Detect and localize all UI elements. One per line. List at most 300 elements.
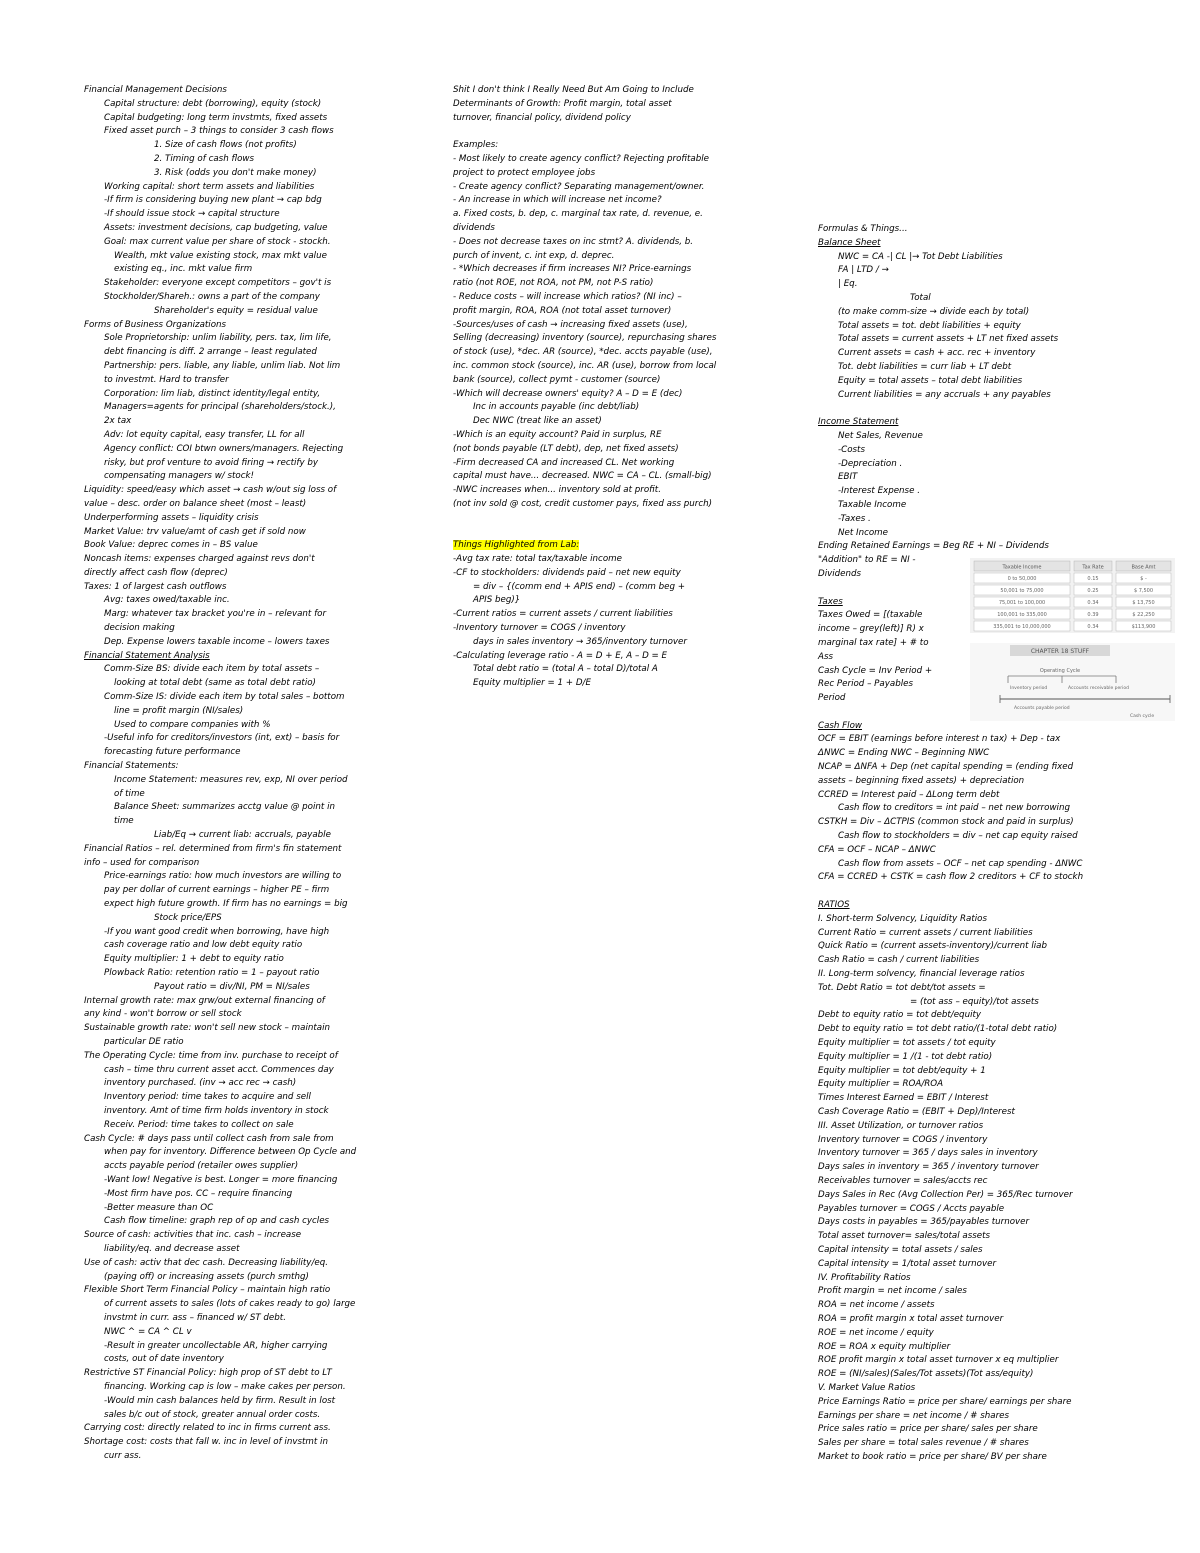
text-line xyxy=(453,581,748,595)
tax-table-cell: $ 22,250 xyxy=(1132,612,1155,618)
line-text: Taxes: 1 of largest cash outflows xyxy=(84,581,227,592)
line-text: Equity multiplier = 1 + D/E xyxy=(473,678,591,689)
line-text: Restrictive ST Financial Policy: high prop of ST debt to LT xyxy=(84,1368,332,1379)
line-text: days in sales inventory → 365/inventory turnover xyxy=(473,636,687,647)
text-line xyxy=(453,139,748,153)
line-text: Noncash items: expenses charged against revs don't xyxy=(84,554,315,565)
line-text: -Sources/uses of cash → increasing fixed assets (use), xyxy=(453,319,688,330)
text-line xyxy=(84,415,384,429)
text-line xyxy=(84,388,384,402)
line-text: Things Highlighted from Lab: xyxy=(453,540,580,551)
tax-table-header: Base Amt xyxy=(1131,564,1156,571)
text-line xyxy=(84,1174,384,1188)
text-line xyxy=(84,719,384,733)
line-text: any kind - won't borrow or sell stock xyxy=(84,1009,242,1020)
line-text: (not bonds payable (LT debt), dep, net fixed assets) xyxy=(453,443,679,454)
line-text: -Firm decreased CA and increased CL. Net working xyxy=(453,457,675,468)
text-line xyxy=(818,789,1118,803)
text-line xyxy=(453,636,748,650)
line-text: -Most firm have pos. CC – require financing xyxy=(104,1188,293,1199)
text-line xyxy=(84,291,384,305)
text-line xyxy=(84,1146,384,1160)
text-line xyxy=(84,898,384,912)
line-text: Total xyxy=(910,292,931,303)
text-line xyxy=(84,222,384,236)
text-line xyxy=(84,167,384,181)
line-text: Working capital: short term assets and liabilities xyxy=(104,181,315,192)
line-text: = div – {(comm end + APIS end) – (comm beg + xyxy=(473,581,686,592)
line-text: Cash Cycle = Inv Period + xyxy=(818,665,933,676)
line-text: assets – beginning fixed assets) + depreciation xyxy=(818,775,1025,786)
text-line xyxy=(84,1133,384,1147)
line-text: of current assets to sales (lots of cakes ready to go) large xyxy=(104,1299,356,1310)
line-text: Income Statement xyxy=(818,417,899,428)
text-line xyxy=(84,774,384,788)
text-line xyxy=(84,1312,384,1326)
text-line xyxy=(84,443,384,457)
tax-table-cell: 335,001 to 10,000,000 xyxy=(993,624,1051,630)
line-text: (not inv sold @ cost, credit customer pays, fixed ass purch) xyxy=(453,498,712,509)
line-text: marginal tax rate] + # to xyxy=(818,637,929,648)
text-line xyxy=(84,1257,384,1271)
text-line xyxy=(818,1147,1118,1161)
text-line xyxy=(84,967,384,981)
line-text: Inventory turnover = COGS / inventory xyxy=(818,1134,988,1145)
tax-table-cell: $ 13,750 xyxy=(1132,600,1155,606)
text-line xyxy=(84,539,384,553)
line-text: expect high future growth. If firm has no earnings = big xyxy=(104,899,348,910)
text-line xyxy=(818,1244,1118,1258)
text-line xyxy=(84,263,384,277)
line-text: -NWC increases when... inventory sold at profit. xyxy=(453,485,661,496)
line-text: Current assets = cash + acc. rec + inventory xyxy=(838,348,1036,359)
text-line xyxy=(84,650,384,664)
operating-cycle-label: Operating Cycle xyxy=(1039,668,1081,674)
line-text: Flexible Short Term Financial Policy – maintain high ratio xyxy=(84,1285,331,1296)
line-text: Financial Statement Analysis xyxy=(84,650,210,661)
line-text: V. Market Value Ratios xyxy=(818,1382,916,1393)
text-line xyxy=(84,1395,384,1409)
line-text: Debt to equity ratio = tot debt ratio/(1-total debt ratio) xyxy=(818,1024,1058,1035)
text-line xyxy=(84,1022,384,1036)
line-text: Cash flow to creditors = int paid – net new borrowing xyxy=(838,803,1070,814)
line-text: Assets: investment decisions, cap budgeting, value xyxy=(104,222,328,233)
text-line xyxy=(818,540,1118,554)
line-text: 1. Size of cash flows (not profits) xyxy=(154,140,297,151)
text-line xyxy=(818,913,1118,927)
line-text: Inc in accounts payable (inc debt/liab) xyxy=(473,402,640,413)
text-line xyxy=(453,650,748,664)
line-text: II. Long-term solvency, financial leverage ratios xyxy=(818,969,1025,980)
line-text: Taxes xyxy=(818,596,843,607)
column-right xyxy=(818,223,1118,1465)
line-text: Shareholder's equity = residual value xyxy=(154,305,318,316)
line-text: The Operating Cycle: time from inv. purchase to receipt of xyxy=(84,1050,338,1061)
inventory-period-label: Inventory period xyxy=(1010,686,1048,691)
text-line xyxy=(84,1008,384,1022)
text-line xyxy=(818,251,1118,265)
line-text: Shit I don't think I Really Need But Am Going to Include xyxy=(453,85,694,95)
line-text: Market to book ratio = price per share/ BV per share xyxy=(818,1451,1047,1462)
text-line xyxy=(453,443,748,457)
payable-period-label: Accounts payable period xyxy=(1014,706,1070,711)
text-line xyxy=(84,870,384,884)
line-text: of time xyxy=(114,788,145,799)
line-text: Corporation: lim liab, distinct identity/legal entity, xyxy=(104,388,321,399)
line-text: Equity multiplier = 1 /(1 - tot debt ratio) xyxy=(818,1051,993,1062)
text-line xyxy=(818,1396,1118,1410)
text-line xyxy=(84,1105,384,1119)
text-line xyxy=(84,305,384,319)
text-line xyxy=(818,747,1118,761)
text-line xyxy=(818,1120,1118,1134)
line-text: Earnings per share = net income / # shares xyxy=(818,1410,1010,1421)
text-line xyxy=(818,471,1118,485)
text-line xyxy=(818,264,1118,278)
text-line xyxy=(84,1340,384,1354)
text-line xyxy=(818,1092,1118,1106)
line-text: 2. Timing of cash flows xyxy=(154,153,255,164)
line-text: Payables turnover = COGS / Accts payable xyxy=(818,1203,1005,1214)
text-line xyxy=(84,1243,384,1257)
line-text: NWC ^ = CA ^ CL v xyxy=(104,1326,192,1337)
text-line xyxy=(818,361,1118,375)
text-line xyxy=(818,1230,1118,1244)
text-line xyxy=(84,250,384,264)
text-line xyxy=(84,512,384,526)
text-line xyxy=(84,1119,384,1133)
line-text: purch of invent, c. int exp, d. deprec. xyxy=(453,250,615,261)
line-text: Equity multiplier = ROA/ROA xyxy=(818,1079,944,1090)
line-text: income – grey(left)] R) x xyxy=(818,624,924,635)
line-text: invstmt in curr. ass – financed w/ ST debt. xyxy=(104,1312,286,1323)
receivables-period-label: Accounts receivable period xyxy=(1068,686,1130,691)
line-text: Forms of Business Organizations xyxy=(84,319,227,330)
text-line xyxy=(84,401,384,415)
text-line xyxy=(84,1160,384,1174)
line-text: compensating managers w/ stock! xyxy=(104,471,255,482)
text-line xyxy=(84,1064,384,1078)
line-text: debt financing is diff. 2 arrange – least regulated xyxy=(104,347,317,358)
text-line xyxy=(453,222,748,236)
text-line xyxy=(818,1065,1118,1079)
line-text: Avg: taxes owed/taxable inc. xyxy=(104,595,230,606)
text-line xyxy=(84,691,384,705)
text-line xyxy=(453,319,748,333)
line-text: ROE profit margin x total asset turnover x eq multiplier xyxy=(818,1355,1059,1366)
text-line xyxy=(453,415,748,429)
text-line xyxy=(818,954,1118,968)
text-line xyxy=(84,125,384,139)
text-line xyxy=(84,1436,384,1450)
text-line xyxy=(84,346,384,360)
text-line xyxy=(84,1367,384,1381)
line-text: Marg: whatever tax bracket you're in – relevant for xyxy=(104,609,327,620)
text-line xyxy=(818,237,1118,251)
text-line xyxy=(84,815,384,829)
text-line xyxy=(818,527,1118,541)
text-line xyxy=(453,663,748,677)
text-line xyxy=(453,277,748,291)
cash-cycle-label: Cash cycle xyxy=(1130,714,1155,719)
line-text: APIS beg)} xyxy=(473,595,521,606)
line-text: Stakeholder: everyone except competitors – gov't is xyxy=(104,278,332,289)
tax-table-cell: 100,001 to 335,000 xyxy=(997,612,1047,618)
line-text: -Want low! Negative is best. Longer = more financing xyxy=(104,1174,338,1185)
line-text: -Avg tax rate: total tax/taxable income xyxy=(453,554,622,565)
text-line xyxy=(453,470,748,484)
line-text: -Taxes . xyxy=(838,513,871,524)
text-line xyxy=(453,457,748,471)
text-line xyxy=(84,1050,384,1064)
line-text: -Useful info for creditors/investors (int, ext) – basis for xyxy=(104,733,340,744)
line-text: Receiv. Period: time takes to collect on sale xyxy=(104,1119,294,1130)
line-text: Rec Period – Payables xyxy=(818,679,914,690)
text-line xyxy=(818,775,1118,789)
column-middle xyxy=(453,84,748,691)
text-line xyxy=(453,332,748,346)
line-text: Balance Sheet xyxy=(818,237,881,248)
line-text: Cash Cycle: # days pass until collect cash from sale from xyxy=(84,1133,334,1144)
line-text: Stock price/EPS xyxy=(154,912,222,923)
text-line xyxy=(84,581,384,595)
text-line xyxy=(818,1285,1118,1299)
line-text: sales b/c out of stock, greater annual order costs. xyxy=(104,1409,321,1420)
line-text: Ending Retained Earnings = Beg RE + NI – Dividends xyxy=(818,541,1049,552)
line-text: - Does not decrease taxes on inc stmt? A. dividends, b. xyxy=(453,236,694,247)
line-text: info – used for comparison xyxy=(84,857,200,868)
line-text: - Reduce costs – will increase which ratios? (NI inc) – xyxy=(453,291,682,302)
line-text: -Depreciation . xyxy=(838,458,903,469)
text-line xyxy=(818,844,1118,858)
line-text: decision making xyxy=(104,623,175,634)
line-text: Wealth, mkt value existing stock, max mkt value xyxy=(114,250,327,261)
line-text: I. Short-term Solvency, Liquidity Ratios xyxy=(818,913,988,924)
text-line xyxy=(84,912,384,926)
text-line xyxy=(453,167,748,181)
text-line xyxy=(84,622,384,636)
tax-table-cell: 0 to 50,000 xyxy=(1007,576,1037,582)
text-line xyxy=(453,553,748,567)
text-line xyxy=(818,458,1118,472)
text-line xyxy=(818,292,1118,306)
text-line xyxy=(84,636,384,650)
text-line xyxy=(453,539,748,553)
line-text: EBIT xyxy=(838,472,858,483)
text-line xyxy=(453,346,748,360)
cash-cycle-diagram-image xyxy=(970,643,1175,721)
text-line xyxy=(84,1450,384,1464)
text-line xyxy=(818,1410,1118,1424)
text-line xyxy=(818,802,1118,816)
line-text: Quick Ratio = (current assets-inventory)/current liab xyxy=(818,941,1048,952)
line-text: ROA = profit margin x total asset turnover xyxy=(818,1313,1004,1324)
line-text: Capital budgeting: long term invstmts, fixed assets xyxy=(104,112,328,123)
text-line xyxy=(818,1437,1118,1451)
line-text: particular DE ratio xyxy=(104,1036,184,1047)
tax-table-cell: 0.34 xyxy=(1087,600,1099,606)
tax-table-cell: $ - xyxy=(1140,576,1147,582)
text-line xyxy=(84,1284,384,1298)
text-line xyxy=(84,470,384,484)
line-text: financing. Working cap is low – make cakes per person. xyxy=(104,1381,346,1392)
line-text: -Inventory turnover = COGS / inventory xyxy=(453,623,626,634)
line-text: bank (source), collect pymt - customer (source) xyxy=(453,374,661,385)
text-line xyxy=(84,981,384,995)
text-line xyxy=(84,98,384,112)
text-line xyxy=(818,816,1118,830)
blank-line xyxy=(453,526,748,540)
line-text: Stockholder/Shareh.: owns a part of the company xyxy=(104,291,320,302)
text-line xyxy=(84,84,384,98)
text-line xyxy=(818,858,1118,872)
line-text: Ass xyxy=(818,651,833,662)
text-line xyxy=(818,1313,1118,1327)
text-line xyxy=(818,761,1118,775)
line-text: Capital structure: debt (borrowing), equity (stock) xyxy=(104,98,322,109)
line-text: - Most likely to create agency conflict? Rejecting profitable xyxy=(453,153,710,164)
line-text: -Calculating leverage ratio - A = D + E, A – D = E xyxy=(453,650,668,661)
line-text: Period xyxy=(818,693,846,704)
line-text: ROE = net income / equity xyxy=(818,1327,934,1338)
line-text: ROE = (NI/sales)(Sales/Tot assets)(Tot ass/equity) xyxy=(818,1369,1034,1380)
text-line xyxy=(818,430,1118,444)
text-line xyxy=(818,1161,1118,1175)
text-line xyxy=(818,982,1118,996)
tax-table-cell: 0.34 xyxy=(1087,624,1099,630)
blank-line xyxy=(818,402,1118,416)
text-line xyxy=(818,830,1118,844)
line-text: Taxes Owed = [(taxable xyxy=(818,610,923,621)
text-line xyxy=(84,746,384,760)
line-text: costs, out of date inventory xyxy=(104,1354,224,1365)
text-line xyxy=(84,829,384,843)
text-line xyxy=(818,389,1118,403)
line-text: Total asset turnover= sales/total assets xyxy=(818,1231,991,1242)
line-text: Sales per share = total sales revenue / # shares xyxy=(818,1438,1029,1449)
line-text: Financial Statements: xyxy=(84,761,179,772)
text-line xyxy=(818,940,1118,954)
line-text: Times Interest Earned = EBIT / Interest xyxy=(818,1093,989,1104)
text-line xyxy=(84,594,384,608)
line-text: -Result in greater uncollectable AR, higher carrying xyxy=(104,1340,328,1351)
line-text: risky, but prof venture to avoid firing → rectify by xyxy=(104,457,319,468)
text-line xyxy=(84,332,384,346)
line-text: capital must have... decreased. NWC = CA – CL. (small-big) xyxy=(453,471,712,482)
text-line xyxy=(453,567,748,581)
line-text: Sustainable growth rate: won't sell new stock – maintain xyxy=(84,1023,331,1034)
text-line xyxy=(84,484,384,498)
text-line xyxy=(818,871,1118,885)
tax-table-cell: 0.25 xyxy=(1087,588,1099,594)
line-text: Total assets = tot. debt liabilities + equity xyxy=(838,320,1021,331)
text-line xyxy=(818,1134,1118,1148)
line-text: Cash flow from assets – OCF – net cap spending - ΔNWC xyxy=(838,858,1083,869)
text-line xyxy=(818,1272,1118,1286)
line-text: Dividends xyxy=(818,568,862,579)
blank-line xyxy=(818,885,1118,899)
text-line xyxy=(453,263,748,277)
line-text: NWC = CA -| CL |→ Tot Debt Liabilities xyxy=(838,251,1003,262)
line-text: Plowback Ratio: retention ratio = 1 – payout ratio xyxy=(104,968,320,978)
line-text: Carrying cost: directly related to inc in firms current ass. xyxy=(84,1423,331,1434)
text-line xyxy=(84,705,384,719)
text-line xyxy=(453,429,748,443)
text-line xyxy=(84,112,384,126)
line-text: Selling (decreasing) inventory (source), repurchasing shares xyxy=(453,333,717,344)
line-text: Market Value: trv value/amt of cash get if sold now xyxy=(84,526,306,537)
line-text: Tot. Debt Ratio = tot debt/tot assets = xyxy=(818,982,986,993)
text-line xyxy=(818,1009,1118,1023)
line-text: ratio (not ROE, not ROA, not PM, not P-S ratio) xyxy=(453,278,654,289)
line-text: Price Earnings Ratio = price per share/ earnings per share xyxy=(818,1396,1072,1407)
line-text: Source of cash: activities that inc. cash – increase xyxy=(84,1230,302,1241)
text-line xyxy=(84,857,384,871)
line-text: IV. Profitability Ratios xyxy=(818,1272,911,1283)
line-text: Agency conflict: COI btwn owners/managers. Rejecting xyxy=(104,443,344,454)
text-line xyxy=(453,250,748,264)
text-line xyxy=(818,1175,1118,1189)
line-text: looking at total debt (same as total debt ratio) xyxy=(114,678,316,689)
line-text: Capital intensity = total assets / sales xyxy=(818,1244,983,1255)
line-text: -Interest Expense . xyxy=(838,486,920,497)
text-line xyxy=(453,374,748,388)
line-text: Cash Coverage Ratio = (EBIT + Dep)/Interest xyxy=(818,1107,1015,1117)
text-line xyxy=(84,194,384,208)
text-line xyxy=(84,1091,384,1105)
text-line xyxy=(453,208,748,222)
line-text: inc. common stock (source), inc. AR (use), borrow from local xyxy=(453,360,717,371)
line-text: Debt to equity ratio = tot debt/equity xyxy=(818,1010,982,1021)
line-text: existing eq., inc. mkt value firm xyxy=(114,264,253,275)
line-text: curr ass. xyxy=(104,1450,142,1461)
text-line xyxy=(84,1271,384,1285)
line-text: profit margin, ROA, ROA (not total asset turnover) xyxy=(453,305,672,316)
text-line xyxy=(818,485,1118,499)
text-line xyxy=(84,1353,384,1367)
line-text: = (tot ass – equity)/tot assets xyxy=(910,996,1039,1007)
line-text: Capital intensity = 1/total asset turnover xyxy=(818,1258,997,1269)
text-line xyxy=(818,1327,1118,1341)
line-text: -Would min cash balances held by firm. Result in lost xyxy=(104,1395,336,1406)
text-line xyxy=(818,375,1118,389)
text-line xyxy=(453,98,748,112)
text-line xyxy=(818,416,1118,430)
text-line xyxy=(453,360,748,374)
text-line xyxy=(818,899,1118,913)
line-text: -Better measure than OC xyxy=(104,1202,214,1213)
line-text: - Create agency conflict? Separating management/owner. xyxy=(453,181,705,192)
line-text: -CF to stockholders: dividends paid – net new equity xyxy=(453,567,681,578)
line-text: RATIOS xyxy=(818,900,850,911)
tax-table-cell: 75,001 to 100,000 xyxy=(998,600,1046,606)
line-text: Shortage cost: costs that fall w. inc in level of invstmt in xyxy=(84,1437,328,1448)
line-text: time xyxy=(114,816,134,827)
line-text: Price sales ratio = price per share/ sales per share xyxy=(818,1424,1038,1435)
line-text: Managers=agents for principal (shareholders/stock.), xyxy=(104,402,336,413)
text-line xyxy=(818,1106,1118,1120)
line-text: Total assets = current assets + LT net fixed assets xyxy=(838,334,1059,345)
text-line xyxy=(818,1299,1118,1313)
line-text: Profit margin = net income / sales xyxy=(818,1286,967,1297)
line-text: project to protect employee jobs xyxy=(453,167,596,178)
text-line xyxy=(818,720,1118,734)
text-line xyxy=(453,401,748,415)
line-text: III. Asset Utilization, or turnover ratios xyxy=(818,1120,984,1131)
line-text: Book Value: deprec comes in – BS value xyxy=(84,540,258,551)
text-line xyxy=(818,223,1118,237)
line-text: Equity multiplier = tot assets / tot equity xyxy=(818,1038,996,1049)
